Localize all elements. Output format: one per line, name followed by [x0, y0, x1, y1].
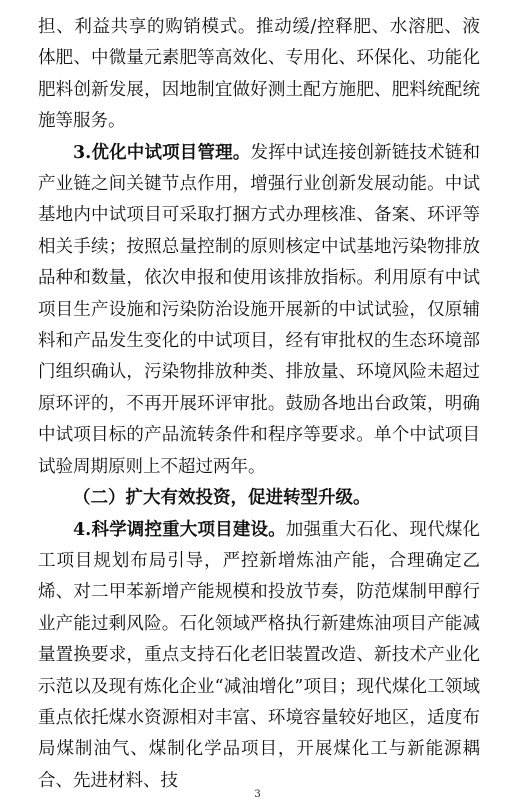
paragraph-pilot-project-management — [38, 138, 480, 483]
section-heading-text: （二）扩大有效投资，促进转型升级。 — [73, 488, 371, 509]
paragraph-heading: 4.科学调控重大项目建设。 — [73, 519, 286, 540]
paragraph-text: 担、利益共享的购销模式。推动缓/控释肥、水溶肥、液体肥、中微量元素肥等高效化、专用化、环保化、功能化肥料创新发展，因地制宜做好测土配方施肥、肥料统配统施等服务。 — [38, 17, 480, 132]
page-number: 3 — [254, 789, 261, 800]
paragraph-text: 发挥中试连接创新链技术链和产业链之间关键节点作用，增强行业创新发展动能。中试基地内中试项目可采取打捆方式办理核准、备案、环评等相关手续；按照总量控制的原则核定中试基地污染物排放品种和数量，依次申报和使用该排放指标。利用原有中试项目生产设施和污染防治设施开展新的中试试验，仅原辅料和产品发生变化的中试项目，经有审批权的生态环境部门组织确认，污染物排放种类、排放量、环境风险未超过原环评的，不再开展环评审批。鼓励各地出台政策，明确中试项目标的产品流转条件和程序等要求。单个中试项目试验周期原则上不超过两年。 — [38, 142, 480, 477]
paragraph-major-project-regulation — [38, 515, 480, 798]
section-heading-expand-investment — [38, 483, 480, 514]
body-text — [38, 12, 480, 797]
paragraph-text: 加强重大石化、现代煤化工项目规划布局引导，严控新增炼油产能，合理确定乙烯、对二甲苯新增产能规模和投放节奏，防范煤制甲醇行业产能过剩风险。石化领域严格执行新建炼油项目产能减量置换要求，重点支持石化老旧装置改造、新技术产业化示范以及现有炼化企业“减油增化”项目；现代煤化工领域重点依托煤水资源相对丰富、环境容量较好地区，适度布局煤制油气、煤制化学品项目，开展煤化工与新能源耦合、先进材料、技 — [38, 519, 480, 791]
paragraph-heading: 3.优化中试项目管理。 — [73, 142, 251, 163]
paragraph-continuation — [38, 12, 480, 138]
